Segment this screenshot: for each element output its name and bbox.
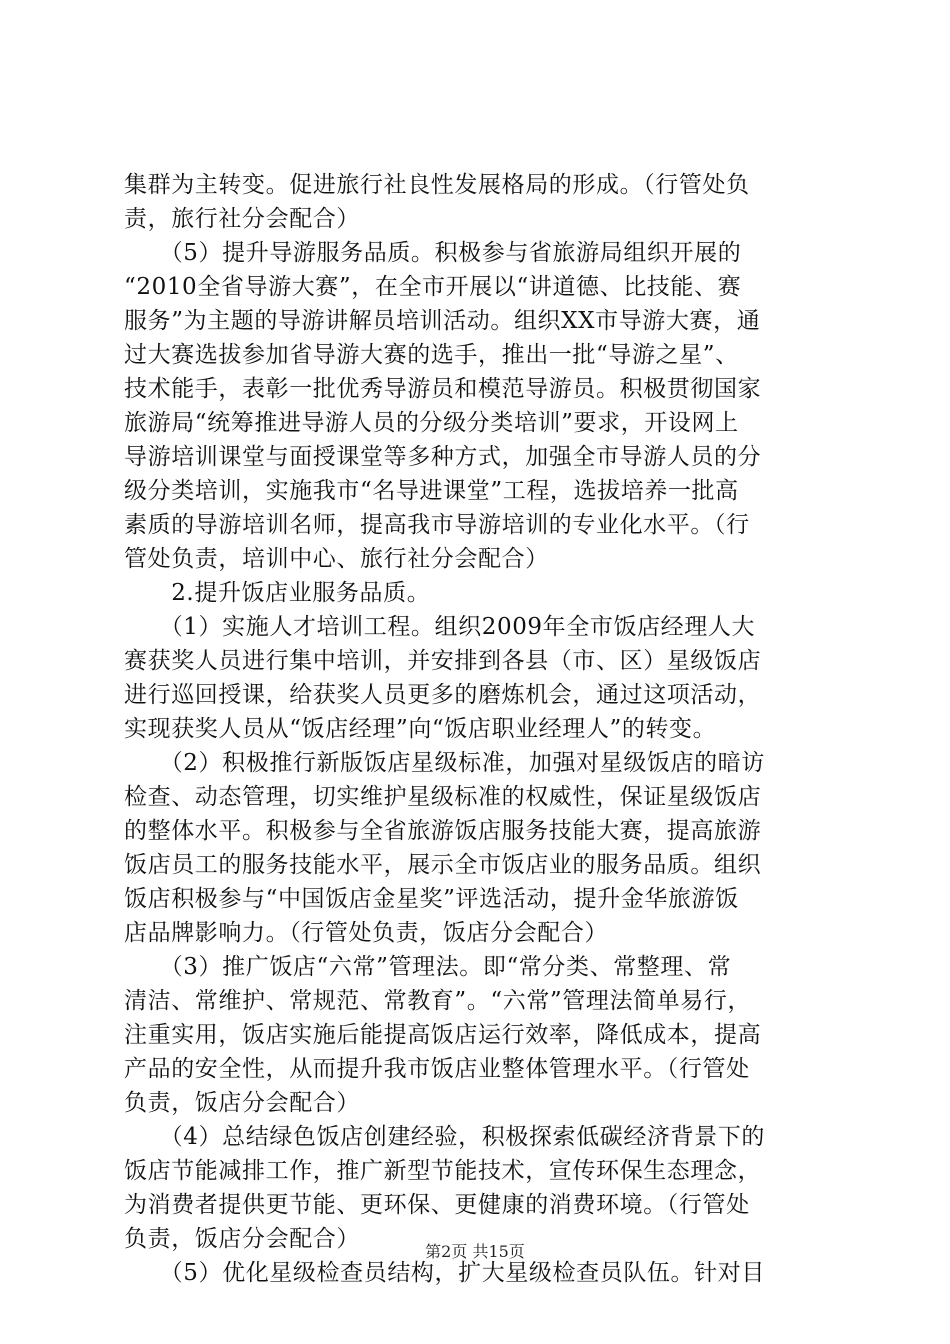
text-line: 检查、动态管理，切实维护星级标准的权威性，保证星级饭店 bbox=[124, 784, 762, 810]
text-line: 级分类培训，实施我市“名导进课堂”工程，选拔培养一批高 bbox=[124, 478, 739, 504]
text-line: 过大赛选拔参加省导游大赛的选手，推出一批“导游之星”、 bbox=[124, 342, 739, 368]
text-line: （2）积极推行新版饭店星级标准，加强对星级饭店的暗访 bbox=[124, 750, 765, 776]
text-line: 集群为主转变。促进旅行社良性发展格局的形成。（行管处负 bbox=[124, 172, 750, 198]
text-line: 管处负责，培训中心、旅行社分会配合） bbox=[124, 546, 549, 572]
text-line: （5）优化星级检查员结构，扩大星级检查员队伍。针对目 bbox=[124, 1260, 765, 1286]
document-body bbox=[124, 168, 834, 1290]
text-line: （3）推广饭店“六常”管理法。即“常分类、常整理、常 bbox=[124, 954, 732, 980]
text-line: 2.提升饭店业服务品质。 bbox=[124, 580, 431, 606]
text-line: 负责，饭店分会配合） bbox=[124, 1226, 360, 1252]
text-line: 赛获奖人员进行集中培训，并安排到各县（市、区）星级饭店 bbox=[124, 648, 762, 674]
text-line: 饭店积极参与“中国饭店金星奖”评选活动，提升金华旅游饭 bbox=[124, 886, 739, 912]
text-line: 店品牌影响力。（行管处负责，饭店分会配合） bbox=[124, 920, 609, 946]
text-line: 注重实用，饭店实施后能提高饭店运行效率，降低成本，提高 bbox=[124, 1022, 762, 1048]
text-line: 进行巡回授课，给获奖人员更多的磨炼机会，通过这项活动， bbox=[124, 682, 762, 708]
text-line: 清洁、常维护、常规范、常教育”。“六常”管理法简单易行， bbox=[124, 988, 752, 1014]
text-line: 产品的安全性，从而提升我市饭店业整体管理水平。（行管处 bbox=[124, 1056, 750, 1082]
text-line: （5）提升导游服务品质。积极参与省旅游局组织开展的 bbox=[124, 240, 742, 266]
text-line: 为消费者提供更节能、更环保、更健康的消费环境。（行管处 bbox=[124, 1192, 750, 1218]
text-line: 负责，饭店分会配合） bbox=[124, 1090, 360, 1116]
text-line: （4）总结绿色饭店创建经验，积极探索低碳经济背景下的 bbox=[124, 1124, 765, 1150]
page-number-footer: 第2页 共15页 bbox=[425, 1242, 525, 1261]
text-line: 旅游局“统筹推进导游人员的分级分类培训”要求，开设网上 bbox=[124, 410, 739, 436]
text-line: 饭店节能减排工作，推广新型节能技术，宣传环保生态理念， bbox=[124, 1158, 762, 1184]
text-line: 导游培训课堂与面授课堂等多种方式，加强全市导游人员的分 bbox=[124, 444, 762, 470]
text-line: 技术能手，表彰一批优秀导游员和模范导游员。积极贯彻国家 bbox=[124, 376, 762, 402]
text-line: “2010全省导游大赛”，在全市开展以“讲道德、比技能、赛 bbox=[124, 274, 742, 300]
text-line: 实现获奖人员从“饭店经理”向“饭店职业经理人”的转变。 bbox=[124, 716, 717, 742]
text-line: 责，旅行社分会配合） bbox=[124, 206, 360, 232]
text-line: 服务”为主题的导游讲解员培训活动。组织XX市导游大赛，通 bbox=[124, 308, 761, 334]
text-line: （1）实施人才培训工程。组织2009年全市饭店经理人大 bbox=[124, 614, 756, 640]
text-line: 的整体水平。积极参与全省旅游饭店服务技能大赛，提高旅游 bbox=[124, 818, 762, 844]
text-line: 饭店员工的服务技能水平，展示全市饭店业的服务品质。组织 bbox=[124, 852, 762, 878]
text-line: 素质的导游培训名师，提高我市导游培训的专业化水平。（行 bbox=[124, 512, 750, 538]
